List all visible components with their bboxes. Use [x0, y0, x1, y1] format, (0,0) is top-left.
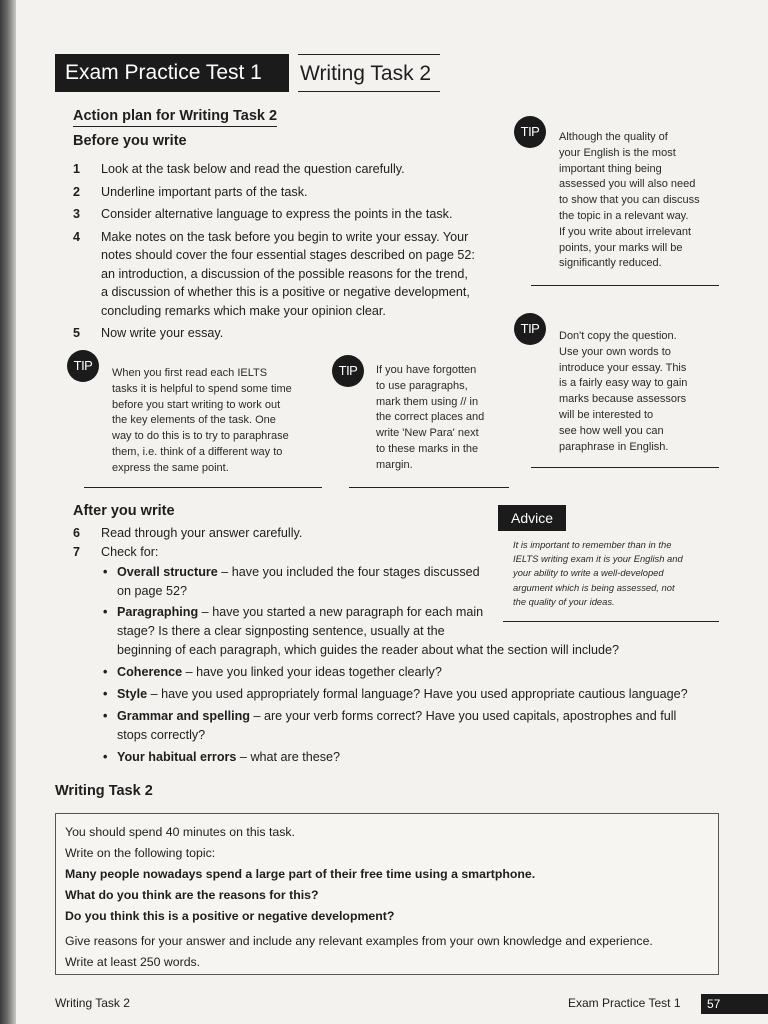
step-item [73, 543, 713, 562]
divider [531, 285, 719, 286]
tip-line: will be interested to [559, 408, 654, 421]
tip-line: to these marks in the [376, 442, 479, 455]
advice-line: the quality of your ideas. [513, 595, 615, 607]
tip-line: margin. [376, 458, 413, 471]
step-text: Read through your answer carefully. [101, 526, 303, 540]
task-instruction: Write at least 250 words. [65, 955, 201, 969]
tip-line: Use your own words to [559, 345, 671, 358]
task-box [55, 813, 719, 975]
check-text: stops correctly? [117, 728, 206, 742]
step-item [73, 183, 513, 202]
step-number: 7 [73, 545, 81, 559]
task-title: Writing Task 2 [298, 54, 440, 92]
step-text: Underline important parts of the task. [101, 184, 308, 199]
tip-line: the key elements of the task. One [112, 414, 276, 427]
tip-badge: TIP [514, 313, 546, 345]
tip-line: before you start writing to work out [112, 398, 281, 411]
tip-text-copy [559, 329, 729, 455]
check-text: stage? Is there a clear signposting sentence, usually at the [117, 624, 445, 638]
step-text: notes should cover the four essential stages described on page 52: [101, 248, 475, 262]
footer-right: Exam Practice Test 1 [568, 996, 681, 1010]
check-label: Grammar and spelling [117, 709, 250, 723]
step-item [73, 160, 513, 179]
check-text: – are your verb forms correct? Have you used capitals, apostrophes and full [249, 709, 677, 723]
tip-line: Don't copy the question. [559, 330, 677, 342]
writing-task-heading-wrap [55, 783, 153, 799]
check-label: Coherence [117, 665, 183, 679]
tip-line: important thing being [559, 162, 662, 175]
step-item [73, 205, 513, 224]
page-number: 57 [701, 994, 768, 1014]
before-steps-list [73, 160, 513, 343]
tip-line: paraphrase in English. [559, 440, 669, 453]
tip-badge: TIP [67, 350, 99, 382]
tip-line: is a fairly easy way to gain [559, 377, 688, 390]
step-number: 1 [73, 162, 81, 176]
check-text: on page 52? [117, 584, 188, 598]
check-label: Paragraphing [117, 605, 199, 619]
divider [531, 467, 719, 468]
task-instruction: Give reasons for your answer and include any relevant examples from your own knowledge and experience. [65, 934, 653, 948]
tip-text-quality [559, 130, 729, 272]
tip-line: write 'New Para' next [376, 427, 479, 440]
step-item [73, 524, 713, 543]
step-number: 2 [73, 184, 81, 199]
divider [84, 487, 322, 488]
tip-badge: TIP [514, 116, 546, 148]
tip-line: the topic in a relevant way. [559, 209, 689, 222]
check-label: Style [117, 687, 148, 701]
tip-line: points, your marks will be [559, 241, 683, 254]
action-plan-heading-wrap [73, 108, 277, 124]
tip-line: If you write about irrelevant [559, 225, 692, 238]
tip-line: If you have forgotten [376, 364, 477, 376]
check-item-coherence [101, 663, 713, 682]
check-item-errors [101, 748, 713, 767]
check-item-structure [101, 563, 713, 601]
step-text: a discussion of whether this is a positive or negative development, [101, 285, 470, 299]
step-text: Look at the task below and read the question carefully. [101, 162, 405, 176]
footer-left: Writing Task 2 [55, 996, 130, 1010]
tip-line: way to do this is to try to paraphrase [112, 430, 289, 443]
divider [349, 487, 509, 488]
step-number: 3 [73, 207, 81, 221]
section-title-block: Exam Practice Test 1 [55, 54, 289, 92]
tip-line: marks because assessors [559, 393, 687, 406]
check-label: Your habitual errors [117, 750, 237, 764]
step-number: 5 [73, 326, 81, 340]
step-text: Now write your essay. [101, 326, 224, 340]
tip-text-first-read [112, 366, 322, 477]
after-steps-list [73, 524, 713, 767]
tip-line: tasks it is helpful to spend some time [112, 382, 292, 395]
after-you-write-wrap [73, 503, 175, 519]
check-text: – have you included the four stages discussed [217, 565, 480, 579]
advice-line: your ability to write a well-developed [513, 567, 664, 579]
tip-line: express the same point. [112, 461, 229, 474]
step-text: Check for: [101, 545, 159, 559]
task-instruction: Write on the following topic: [65, 846, 216, 860]
before-you-write-wrap [73, 133, 187, 149]
task-instruction: You should spend 40 minutes on this task. [65, 825, 295, 839]
check-text: – what are these? [236, 750, 341, 764]
tip-line: Although the quality of [559, 131, 668, 143]
action-plan-heading: Action plan for Writing Task 2 [73, 108, 277, 127]
checklist [73, 563, 713, 767]
check-label: Overall structure [117, 565, 218, 579]
advice-line: IELTS writing exam it is your English and [513, 553, 683, 565]
check-item-grammar [101, 707, 713, 745]
tip-line: to use paragraphs, [376, 379, 468, 392]
step-item [73, 324, 513, 343]
step-number: 4 [73, 229, 81, 244]
tip-text-paragraphs [376, 363, 516, 474]
check-item-style [101, 685, 713, 704]
before-you-write-heading: Before you write [73, 133, 187, 149]
tip-line: the correct places and [376, 411, 485, 424]
check-text: – have you used appropriately formal language? Have you used appropriate cautious language? [147, 687, 688, 701]
tip-line: them, i.e. think of a different way to [112, 445, 283, 458]
task-prompt: What do you think are the reasons for this? [65, 888, 319, 902]
advice-line: argument which is being assessed, not [513, 581, 675, 593]
check-item-paragraphing [101, 603, 713, 660]
book-spine-shadow [0, 0, 16, 1024]
tip-line: your English is the most [559, 146, 676, 159]
tip-line: significantly reduced. [559, 257, 662, 270]
tip-line: When you first read each IELTS [112, 367, 268, 379]
tip-line: mark them using // in [376, 395, 479, 408]
task-prompt: Do you think this is a positive or negative development? [65, 909, 395, 923]
step-text: an introduction, a discussion of the possible reasons for the trend, [101, 266, 468, 281]
tip-line: assessed you will also need [559, 178, 696, 191]
tip-line: introduce your essay. This [559, 361, 687, 374]
check-text: – have you linked your ideas together clearly? [182, 665, 442, 679]
after-you-write-heading: After you write [73, 503, 175, 519]
writing-task-heading: Writing Task 2 [55, 783, 153, 799]
advice-badge: Advice [498, 505, 566, 531]
advice-line: It is important to remember than in the [513, 539, 672, 550]
tip-line: to show that you can discuss [559, 194, 700, 207]
task-prompt: Many people nowadays spend a large part of their free time using a smartphone. [65, 867, 536, 881]
tip-badge: TIP [332, 355, 364, 387]
step-text: concluding remarks which make your opinion clear. [101, 303, 386, 318]
step-text: Make notes on the task before you begin to write your essay. Your [101, 229, 469, 244]
step-number: 6 [73, 526, 81, 540]
step-text: Consider alternative language to express the points in the task. [101, 207, 453, 221]
step-item [73, 228, 513, 321]
tip-line: see how well you can [559, 424, 664, 437]
check-text: – have you started a new paragraph for each main [198, 605, 484, 619]
check-text: beginning of each paragraph, which guides the reader about what the section will include? [117, 643, 619, 657]
